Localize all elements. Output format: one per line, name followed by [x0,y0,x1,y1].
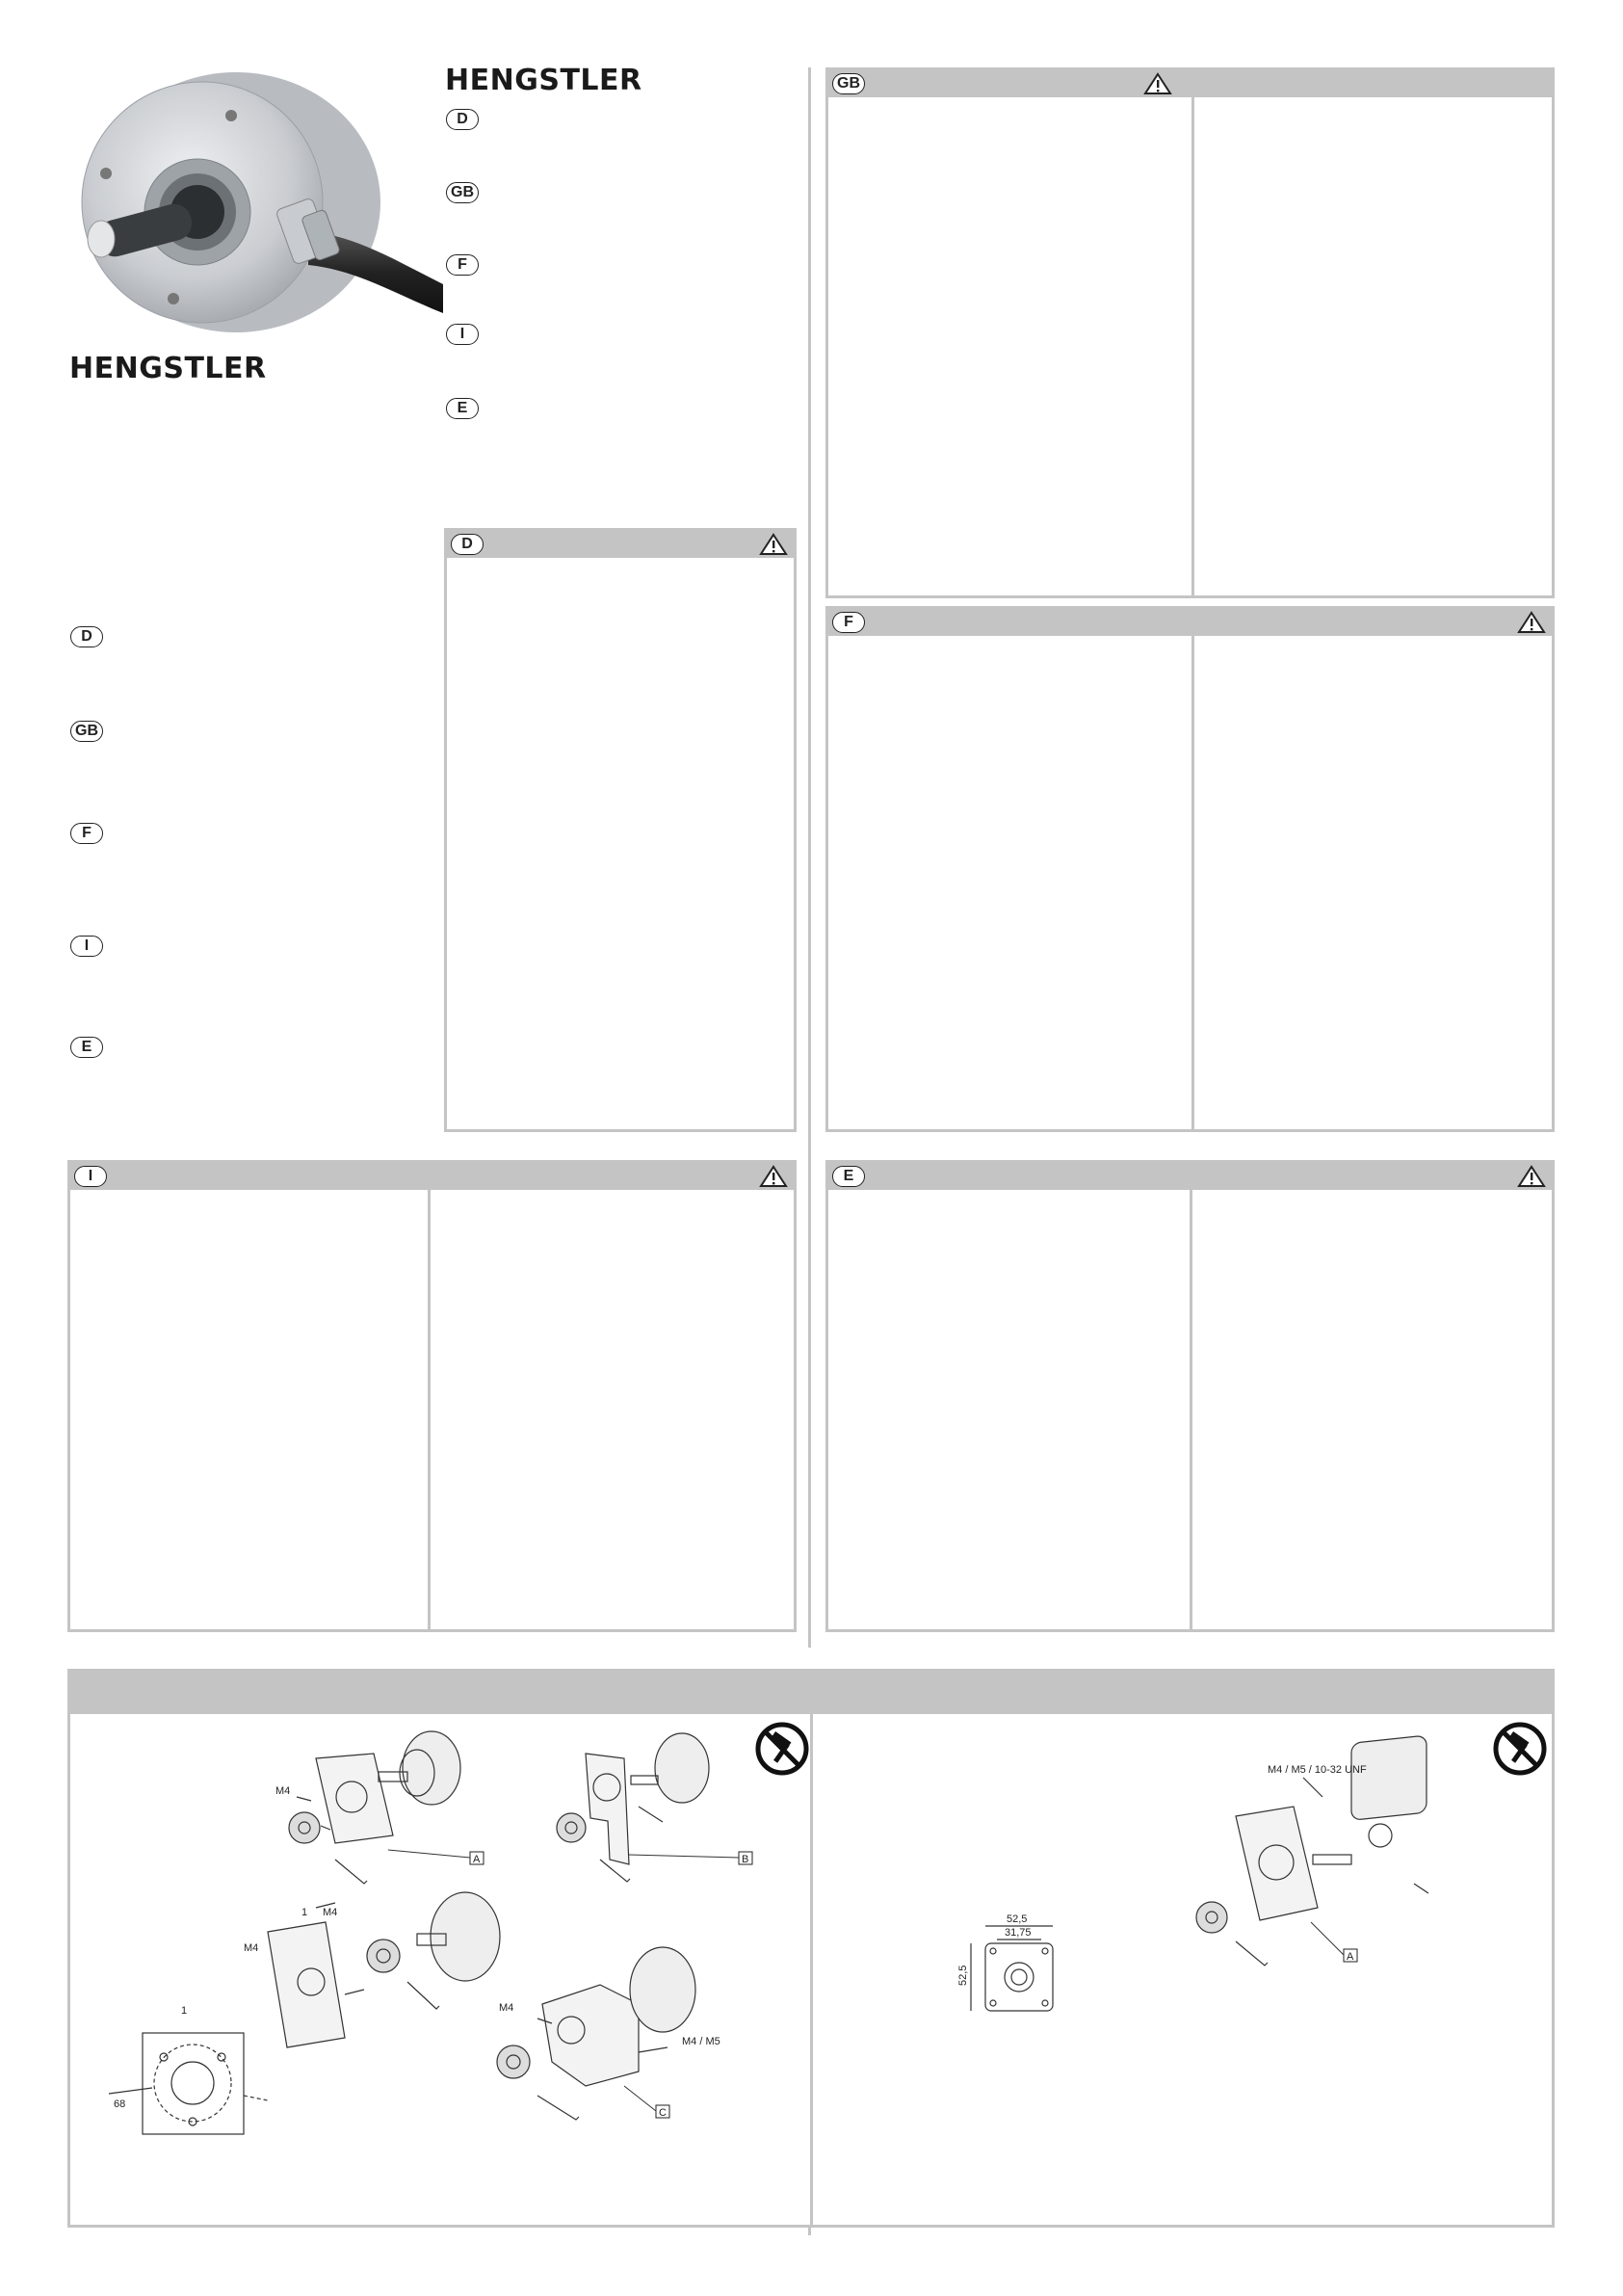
language-badge-e: E [446,398,479,419]
label-m4: M4 [499,2002,514,2014]
label-m4: M4 [244,1942,259,1954]
label-m4-m5: M4 / M5 [682,2036,720,2047]
warning-icon [1517,611,1546,634]
label-dimension-52-5-vertical: 52,5 [957,1965,969,1986]
language-badge-e: E [70,1037,103,1058]
column-divider [1190,1190,1192,1629]
column-divider [1191,636,1194,1129]
label-tag-c: C [659,2107,667,2119]
column-divider [1191,97,1194,595]
label-tag-b: B [742,1854,749,1865]
label-tag-a: A [1347,1951,1354,1963]
language-badge-d: D [451,534,484,555]
warning-icon [1143,72,1172,95]
language-badge-gb: GB [446,182,479,203]
mounting-header-bar [70,1672,1552,1714]
label-dimension-52-5: 52,5 [1007,1913,1028,1925]
mounting-column-divider [810,1714,813,2225]
label-tag-a: A [473,1854,481,1865]
language-badge-f: F [832,612,865,633]
panel-f [825,606,1555,1132]
panel-d [444,528,797,1132]
brand-logo-top: HENGSTLER [445,64,642,97]
label-dimension-31-75: 31,75 [1005,1927,1032,1939]
panel-header [70,1163,794,1190]
label-1: 1 [181,2005,188,2017]
language-badge-e: E [832,1166,865,1187]
language-badge-gb: GB [832,73,865,94]
language-badge-i: I [74,1166,107,1187]
panel-header [828,70,1552,97]
panel-header [447,531,794,558]
mounting-drawing-right [841,1729,1534,2211]
warning-icon [759,533,788,556]
panel-i [67,1160,797,1632]
page-center-divider [808,67,811,1648]
warning-icon [759,1165,788,1188]
panel-e [825,1160,1555,1632]
language-badge-d: D [446,109,479,130]
brand-logo-left: HENGSTLER [69,352,267,385]
panel-gb [825,67,1555,598]
panel-header [828,609,1552,636]
label-dimension-68: 68 [114,2098,126,2110]
column-divider [428,1190,431,1629]
language-badge-i: I [70,936,103,957]
panel-header [828,1163,1552,1190]
label-screw-spec: M4 / M5 / 10-32 UNF [1268,1764,1367,1776]
mounting-section [67,1669,1555,2228]
label-1: 1 [301,1907,308,1918]
language-badge-gb: GB [70,721,103,742]
encoder-product-image [67,67,443,347]
language-badge-f: F [70,823,103,844]
label-m4: M4 [275,1785,291,1797]
mounting-drawing-left [99,1729,793,2211]
language-badge-d: D [70,626,103,647]
warning-icon [1517,1165,1546,1188]
language-badge-f: F [446,254,479,276]
language-badge-i: I [446,324,479,345]
label-m4: M4 [323,1907,338,1918]
